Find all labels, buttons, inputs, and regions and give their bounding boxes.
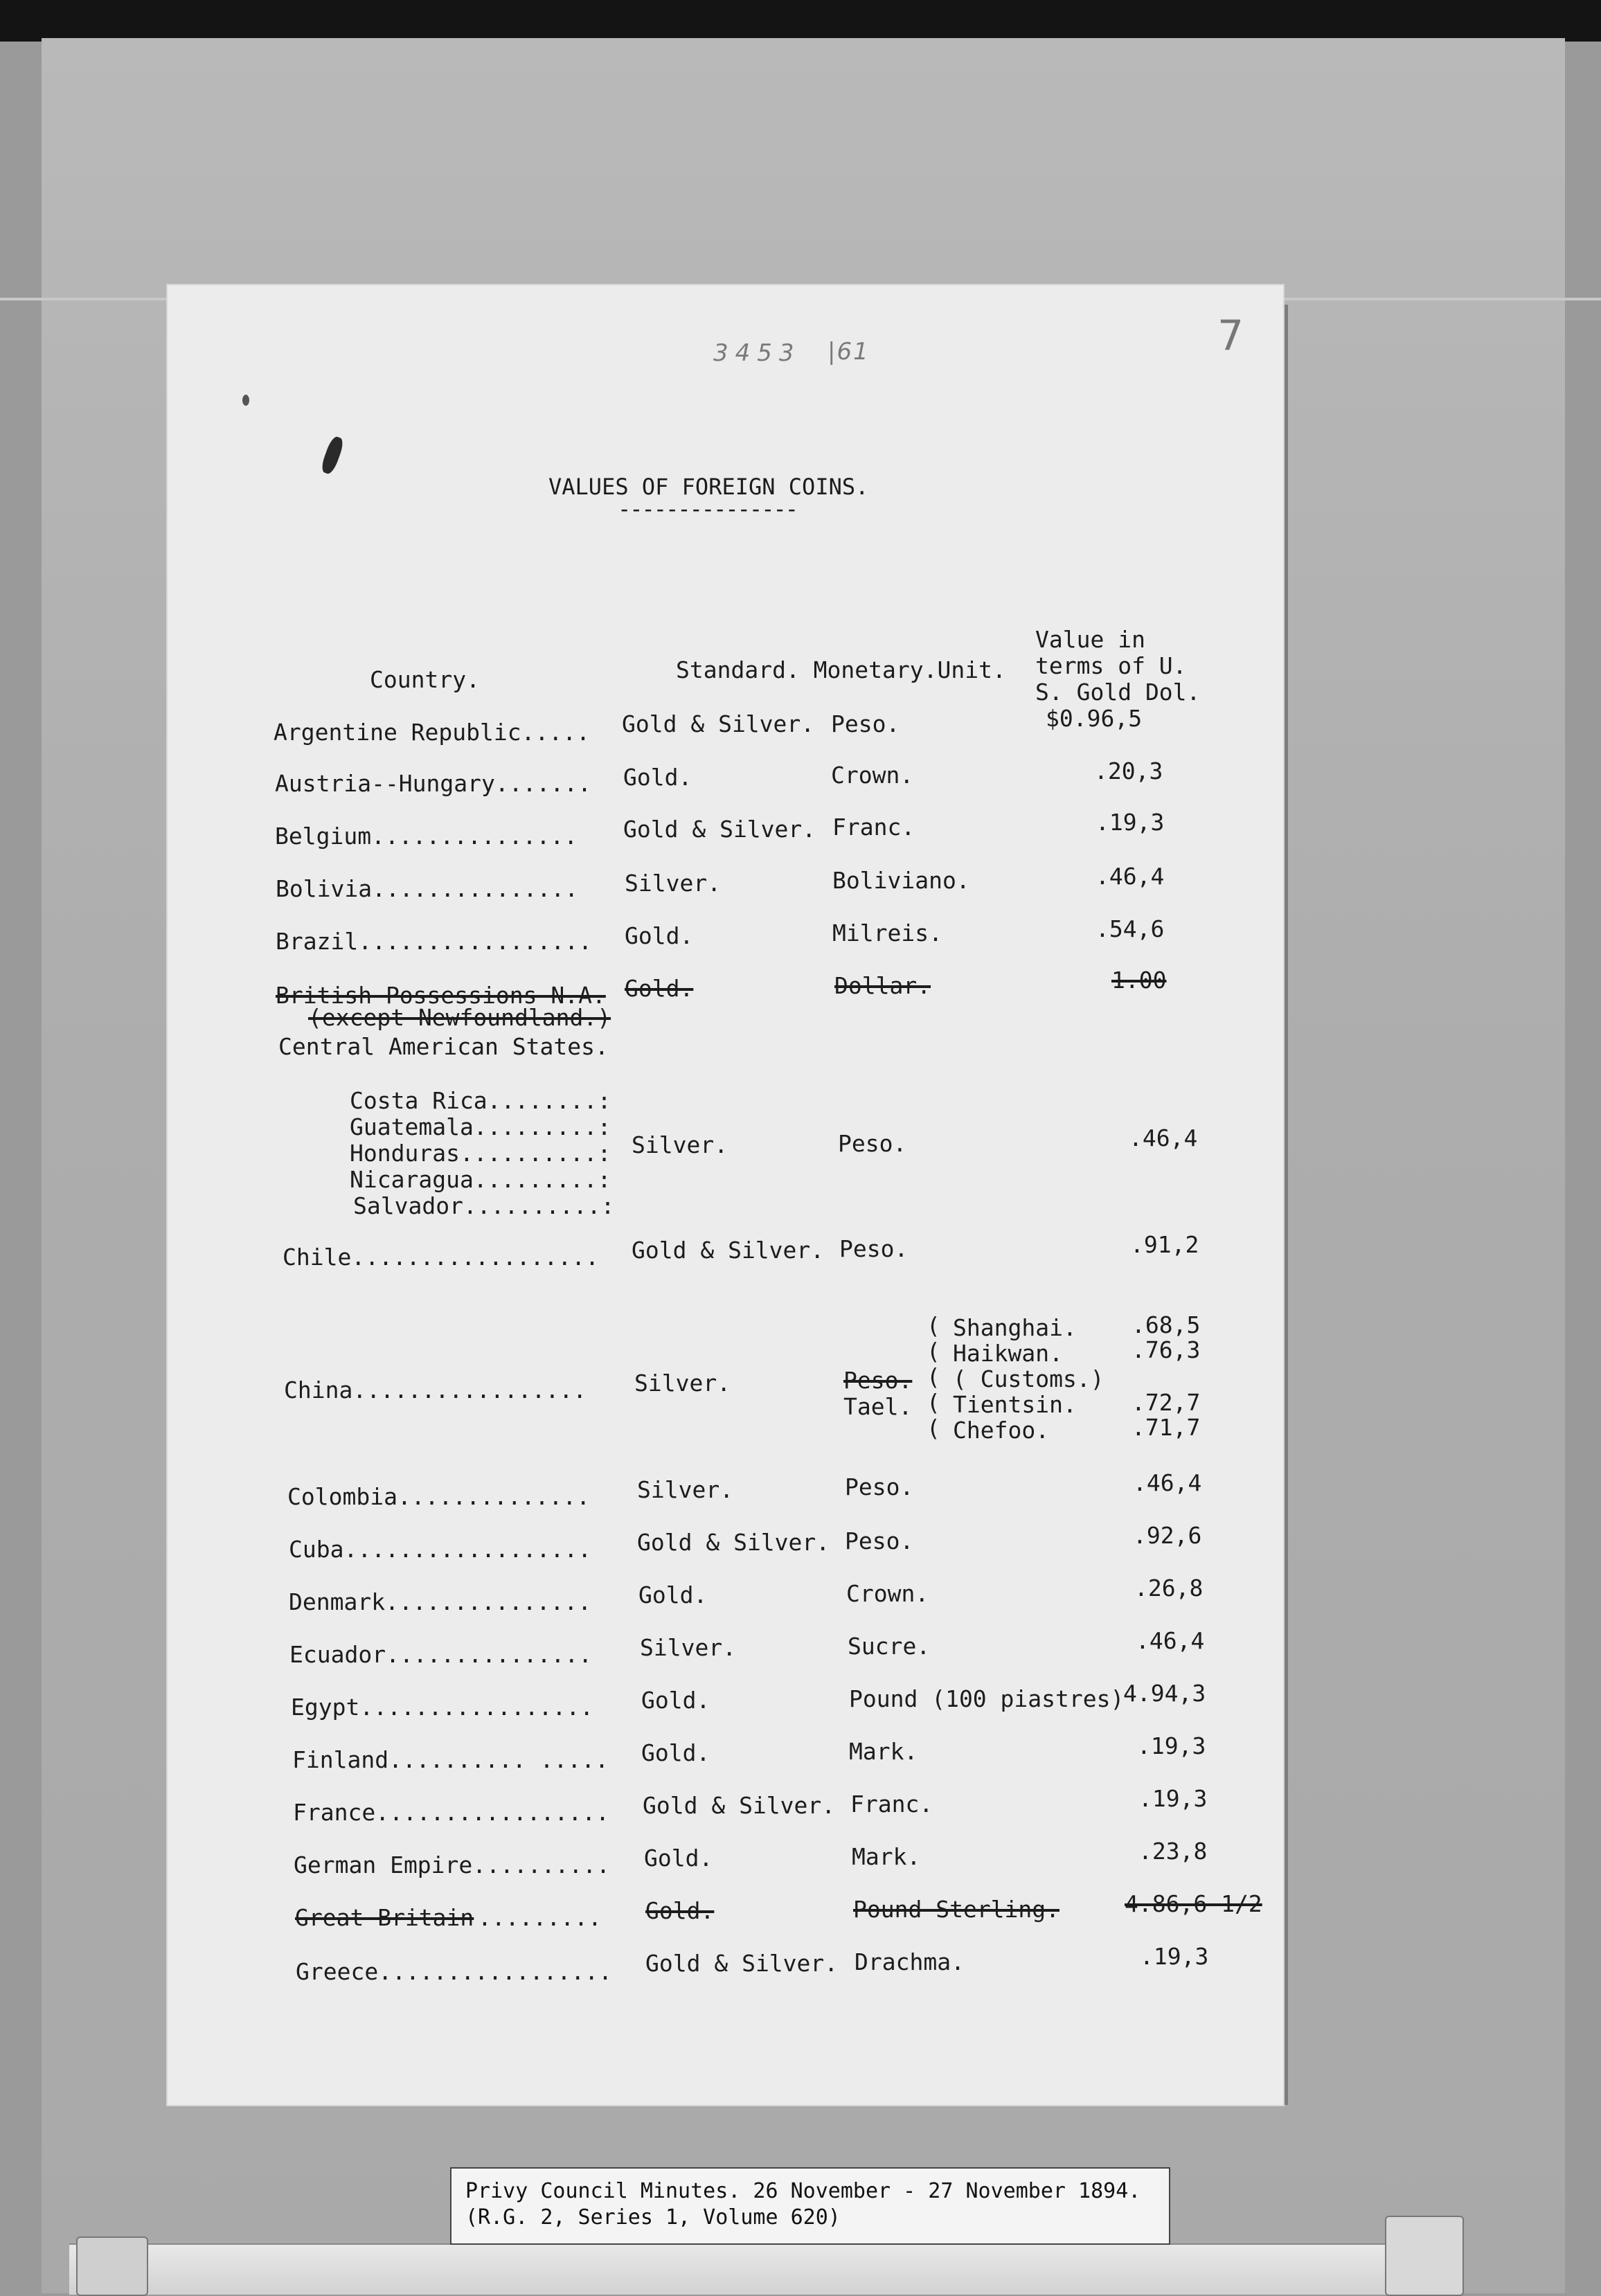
unit-great-britain: Pound Sterling. bbox=[853, 1896, 1060, 1923]
unit-finland: Mark. bbox=[849, 1738, 918, 1765]
unit-france: Franc. bbox=[850, 1791, 933, 1818]
central-member-nicaragua: Nicaragua.........: bbox=[350, 1166, 611, 1193]
value-colombia: .46,4 bbox=[1133, 1469, 1202, 1496]
country-denmark: Denmark............... bbox=[289, 1588, 592, 1615]
china-sub-customs: ( Customs.) bbox=[953, 1365, 1104, 1392]
standard-belgium: Gold & Silver. bbox=[623, 816, 816, 843]
china-sub-haikwan: Haikwan. bbox=[953, 1340, 1063, 1367]
value-denmark: .26,8 bbox=[1134, 1575, 1204, 1602]
country-brazil: Brazil................. bbox=[276, 928, 592, 955]
caption-line2: (R.G. 2, Series 1, Volume 620) bbox=[465, 2205, 841, 2230]
value-ecuador: .46,4 bbox=[1136, 1627, 1205, 1654]
standard-colombia: Silver. bbox=[637, 1476, 734, 1503]
standard-denmark: Gold. bbox=[638, 1581, 708, 1608]
value-german-empire: .23,8 bbox=[1138, 1838, 1208, 1865]
standard-france: Gold & Silver. bbox=[643, 1792, 836, 1819]
china-sub-tientsin: Tientsin. bbox=[953, 1391, 1077, 1418]
country-british-possessions: British Possessions N.A. bbox=[276, 982, 606, 1009]
standard-ecuador: Silver. bbox=[640, 1634, 737, 1661]
standard-cuba: Gold & Silver. bbox=[637, 1529, 830, 1556]
unit-greece: Drachma. bbox=[855, 1948, 965, 1975]
country-ecuador: Ecuador............... bbox=[289, 1641, 593, 1668]
standard-great-britain: Gold. bbox=[645, 1897, 715, 1924]
unit-egypt: Pound (100 piastres) bbox=[849, 1685, 1125, 1712]
country-belgium: Belgium............... bbox=[275, 823, 578, 850]
value-belgium: .19,3 bbox=[1095, 809, 1165, 836]
central-member-costa-rica: Costa Rica........: bbox=[350, 1087, 611, 1114]
unit-german-empire: Mark. bbox=[852, 1843, 921, 1870]
country-cuba: Cuba.................. bbox=[289, 1536, 592, 1563]
value-china-haikwan: .76,3 bbox=[1132, 1336, 1201, 1363]
country-colombia: Colombia.............. bbox=[287, 1483, 591, 1510]
unit-argentine: Peso. bbox=[831, 710, 900, 737]
value-brazil: .54,6 bbox=[1095, 915, 1165, 942]
value-france: .19,3 bbox=[1138, 1785, 1208, 1812]
standard-finland: Gold. bbox=[641, 1739, 710, 1766]
unit-bolivia: Boliviano. bbox=[832, 867, 970, 894]
title-rule: --------------- bbox=[618, 496, 797, 522]
value-china-shanghai: .68,5 bbox=[1132, 1311, 1201, 1338]
archive-caption bbox=[450, 2167, 1170, 2245]
folio-mark: 7 bbox=[1217, 312, 1244, 360]
holder-clip-left bbox=[76, 2236, 148, 2296]
unit-british-possessions: Dollar. bbox=[834, 972, 931, 999]
standard-china: Silver. bbox=[634, 1370, 731, 1397]
header-standard-unit: Standard. Monetary.Unit. bbox=[676, 656, 1006, 683]
ink-blot bbox=[319, 435, 346, 476]
country-central-american-states: Central American States. bbox=[278, 1033, 609, 1060]
country-bolivia: Bolivia............... bbox=[276, 875, 579, 902]
microfilm-border bbox=[0, 0, 1601, 42]
document-page bbox=[166, 284, 1285, 2106]
value-egypt: 4.94,3 bbox=[1123, 1680, 1206, 1707]
microfilm-holder bbox=[69, 2243, 1461, 2295]
unit-denmark: Crown. bbox=[846, 1580, 929, 1607]
central-member-salvador: Salvador..........: bbox=[353, 1192, 615, 1219]
standard-british-possessions: Gold. bbox=[625, 975, 694, 1002]
china-sub-shanghai: Shanghai. bbox=[953, 1314, 1077, 1341]
value-greece: .19,3 bbox=[1140, 1943, 1209, 1970]
unit-colombia: Peso. bbox=[845, 1473, 914, 1500]
country-egypt: Egypt................. bbox=[291, 1694, 594, 1721]
country-austria: Austria--Hungary....... bbox=[275, 770, 591, 797]
header-value-line1: Value in bbox=[1035, 626, 1145, 653]
value-austria: .20,3 bbox=[1094, 757, 1163, 784]
ink-mark bbox=[242, 395, 249, 406]
great-britain-dots: ......... bbox=[478, 1904, 602, 1931]
reference-suffix: |61 bbox=[828, 338, 870, 366]
unit-ecuador: Sucre. bbox=[848, 1633, 931, 1660]
unit-central-american: Peso. bbox=[838, 1130, 907, 1157]
country-british-possessions-note: (except Newfoundland.) bbox=[308, 1004, 611, 1031]
value-argentine: $0.96,5 bbox=[1046, 705, 1143, 732]
unit-brazil: Milreis. bbox=[832, 920, 942, 947]
country-german-empire: German Empire.......... bbox=[294, 1851, 610, 1878]
country-great-britain: Great Britain bbox=[295, 1904, 474, 1931]
unit-austria: Crown. bbox=[831, 762, 914, 789]
value-china-tientsin: .72,7 bbox=[1132, 1389, 1201, 1416]
unit-china-struck: Peso. bbox=[843, 1367, 913, 1394]
value-chile: .91,2 bbox=[1130, 1231, 1199, 1258]
china-sub-chefoo: Chefoo. bbox=[953, 1417, 1050, 1444]
standard-greece: Gold & Silver. bbox=[645, 1950, 839, 1977]
standard-brazil: Gold. bbox=[625, 922, 694, 949]
holder-clip-right bbox=[1385, 2216, 1464, 2296]
standard-austria: Gold. bbox=[623, 764, 692, 791]
caption-line1: Privy Council Minutes. 26 November - 27 November 1894. bbox=[465, 2179, 1141, 2203]
standard-german-empire: Gold. bbox=[644, 1845, 713, 1872]
value-central-american: .46,4 bbox=[1129, 1124, 1198, 1151]
value-finland: .19,3 bbox=[1137, 1732, 1206, 1759]
country-argentine: Argentine Republic..... bbox=[274, 719, 590, 746]
standard-bolivia: Silver. bbox=[625, 870, 722, 897]
country-china: China................. bbox=[284, 1376, 587, 1403]
header-country: Country. bbox=[370, 666, 480, 693]
unit-china: Tael. bbox=[843, 1393, 913, 1420]
value-china-chefoo: .71,7 bbox=[1132, 1414, 1201, 1441]
central-member-guatemala: Guatemala.........: bbox=[350, 1113, 611, 1140]
reference-number: 3453 bbox=[713, 339, 801, 367]
standard-argentine: Gold & Silver. bbox=[622, 710, 815, 737]
standard-egypt: Gold. bbox=[641, 1687, 710, 1714]
central-member-honduras: Honduras..........: bbox=[350, 1140, 611, 1167]
value-cuba: .92,6 bbox=[1133, 1522, 1202, 1549]
header-value-line2: terms of U. bbox=[1035, 652, 1187, 679]
unit-belgium: Franc. bbox=[832, 814, 915, 841]
unit-cuba: Peso. bbox=[845, 1527, 914, 1554]
header-value-line3: S. Gold Dol. bbox=[1035, 679, 1201, 706]
unit-chile: Peso. bbox=[839, 1235, 909, 1262]
value-bolivia: .46,4 bbox=[1095, 863, 1165, 890]
standard-central-american: Silver. bbox=[632, 1131, 728, 1158]
country-chile: Chile.................. bbox=[283, 1244, 599, 1271]
page-title: VALUES OF FOREIGN COINS. bbox=[548, 474, 869, 500]
country-greece: Greece................. bbox=[296, 1958, 612, 1985]
value-great-britain: 4.86,6 1/2 bbox=[1125, 1890, 1262, 1917]
china-bracket: ( ( ( ( ( bbox=[927, 1312, 940, 1442]
value-british-possessions: 1.00 bbox=[1111, 967, 1167, 994]
standard-chile: Gold & Silver. bbox=[632, 1237, 825, 1264]
country-finland: Finland.......... ..... bbox=[292, 1746, 609, 1773]
country-france: France................. bbox=[293, 1799, 609, 1826]
